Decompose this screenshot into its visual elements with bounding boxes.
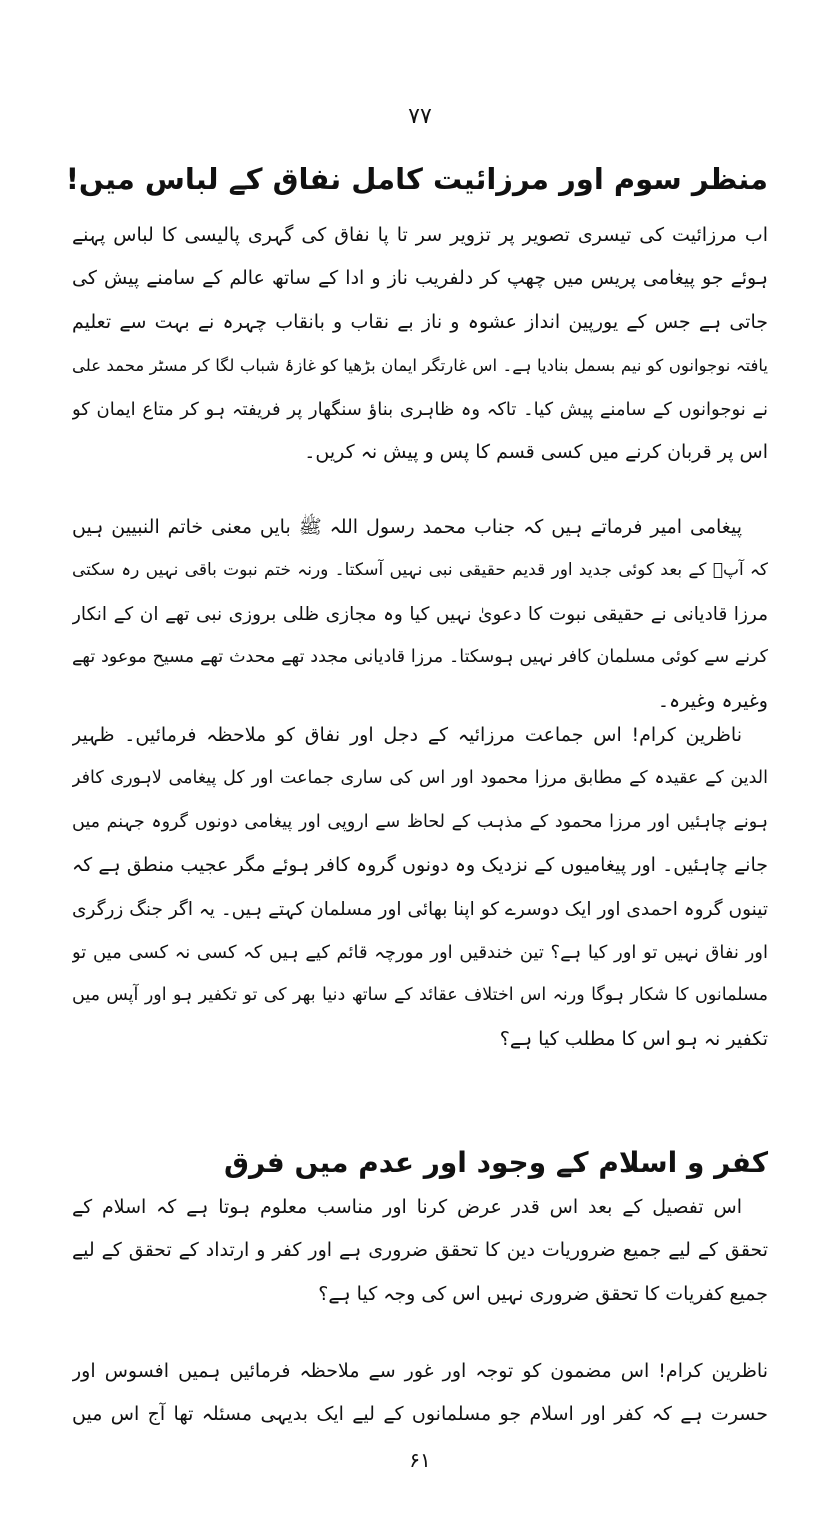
paragraph-4 xyxy=(72,1186,768,1316)
text-line: تحقق کے لیے جمیع ضروریات دین کا تحقق ضروری ہے اور کفر و ارتداد کے تحقق کے لیے xyxy=(72,1239,768,1262)
text-line: جانے چاہئیں۔ اور پیغامیوں کے نزدیک وہ دونوں گروہ کافر ہوئے مگر عجیب منطق ہے کہ xyxy=(72,854,768,877)
text-line: مرزا قادیانی نے حقیقی نبوت کا دعویٰ نہیں کیا وہ مجازی ظلی بروزی نبی تھے ان کے انکار xyxy=(72,603,768,625)
text-line: اب مرزائیت کی تیسری تصویر پر تزویر سر تا پا نفاق کی گہری پالیسی کا لباس پہنے xyxy=(72,224,768,246)
paragraph-5 xyxy=(72,1350,768,1437)
paragraph-2 xyxy=(72,506,768,723)
text-line: ناظرین کرام! اس جماعت مرزائیہ کے دجل اور نفاق کو ملاحظہ فرمائیں۔ ظہیر xyxy=(72,724,742,746)
text-line: کرنے سے کوئی مسلمان کافر نہیں ہوسکتا۔ مرزا قادیانی مجدد تھے محدث تھے مسیح موعود تھے xyxy=(72,647,768,668)
section-heading-2: کفر و اسلام کے وجود اور عدم میں فرق xyxy=(223,1146,768,1179)
text-line: جاتی ہے جس کے یورپین انداز عشوہ و ناز بے نقاب و بانقاب چہرہ نے بہت سے تعلیم xyxy=(72,310,768,333)
text-line: حسرت ہے کہ کفر اور اسلام جو مسلمانوں کے لیے ایک بدیہی مسئلہ تھا آج اس میں xyxy=(72,1403,768,1426)
text-line: یافتہ نوجوانوں کو نیم بسمل بنادیا ہے۔ اس غارتگر ایمان بڑھیا کو غازۂ شباب لگا کر مسٹر محمد علی xyxy=(72,356,768,376)
text-line: وغیرہ وغیرہ۔ xyxy=(657,689,768,712)
text-line: پیغامی امیر فرماتے ہیں کہ جناب محمد رسول اللہ ﷺ بایں معنی خاتم النبیین ہیں xyxy=(72,516,742,538)
text-line: اس پر قربان کرنے میں کسی قسم کا پس و پیش نہ کریں۔ xyxy=(304,440,768,463)
text-line: اور نفاق نہیں تو اور کیا ہے؟ تین خندقیں اور مورچہ قائم کیے ہیں کہ کسی نہ کسی میں تو xyxy=(72,941,768,963)
text-line: تکفیر نہ ہو اس کا مطلب کیا ہے؟ xyxy=(499,1027,768,1050)
text-line: ہونے چاہئیں اور مرزا محمود کے مذہب کے لحاظ سے اروپی اور پیغامی دونوں گروہ جہنم میں xyxy=(72,811,768,832)
text-line: کہ آپؐ کے بعد کوئی جدید اور قدیم حقیقی نبی نہیں آسکتا۔ ورنہ ختم نبوت باقی نہیں رہ سکتی xyxy=(72,560,768,581)
page-number-bottom: ۶۱ xyxy=(409,1448,431,1472)
paragraph-1 xyxy=(72,214,768,474)
text-line: الدین کے عقیدہ کے مطابق مرزا محمود اور اس کی ساری جماعت اور کل پیغامی لاہوری کافر xyxy=(72,768,768,789)
text-line: ناظرین کرام! اس مضمون کو توجہ اور غور سے ملاحظہ فرمائیں ہمیں افسوس اور xyxy=(72,1360,768,1382)
text-line: جمیع کفریات کا تحقق ضروری نہیں اس کی وجہ کیا ہے؟ xyxy=(318,1282,768,1305)
text-line: ہوئے جو پیغامی پریس میں چھپ کر دلفریب ناز و ادا کے ساتھ عالم کے سامنے پیش کی xyxy=(72,267,768,290)
page-number-top: ۷۷ xyxy=(408,104,432,129)
text-line: اس تفصیل کے بعد اس قدر عرض کرنا اور مناسب معلوم ہوتا ہے کہ اسلام کے xyxy=(72,1196,742,1218)
text-line: تینوں گروہ احمدی اور ایک دوسرے کو اپنا بھائی اور مسلمان کہتے ہیں۔ یہ اگر جنگ زرگری xyxy=(72,898,768,920)
text-line: مسلمانوں کا شکار ہوگا ورنہ اس اختلاف عقائد کے ساتھ دنیا بھر کی تو تکفیر ہو اور آپس میں xyxy=(72,985,768,1006)
paragraph-3 xyxy=(72,714,768,1061)
section-heading-1: منظر سوم اور مرزائیت کامل نفاق کے لباس میں! xyxy=(65,162,768,196)
text-line: نے نوجوانوں کے سامنے پیش کیا۔ تاکہ وہ ظاہری بناؤ سنگھار پر فریفتہ ہو کر متاع ایمان کو xyxy=(72,398,768,420)
